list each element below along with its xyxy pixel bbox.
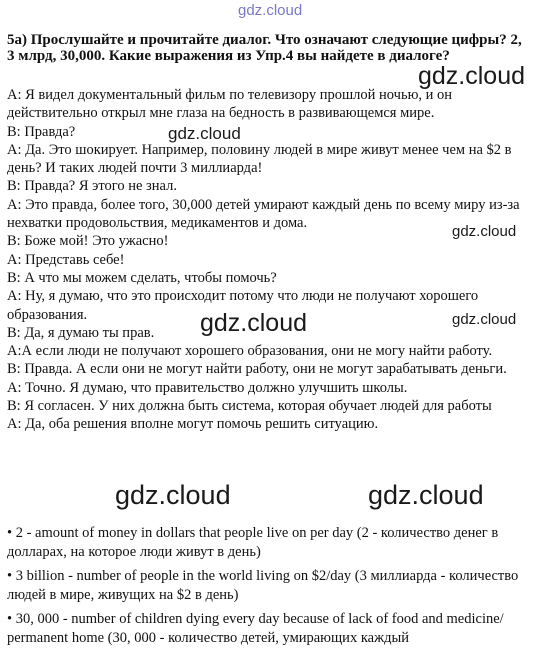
dialogue-line: A: Да, оба решения вполне могут помочь решить ситуацию.	[7, 416, 379, 433]
dialogue-line: A: Я видел документальный фильм по телевизору прошлой ночью, и он действительно открыл мне глаза на бедность в развивающемся мире.	[7, 87, 453, 122]
dialogue-line: B: Правда?	[7, 123, 76, 140]
dialogue-line: B: А что мы можем сделать, чтобы помочь?	[7, 269, 277, 286]
dialogue-line: A: Ну, я думаю, что это происходит потому что люди не получают хорошего образования.	[7, 288, 479, 323]
watermark: gdz.cloud	[238, 2, 303, 19]
watermark: gdz.cloud	[452, 223, 517, 240]
dialogue-line: B: Правда. А если они не могут найти работу, они не могут зарабатывать деньги.	[7, 361, 507, 378]
watermark: gdz.cloud	[200, 309, 308, 337]
dialogue-line: B: Я согласен. У них должна быть система, которая обучает людей для работы	[7, 398, 492, 415]
answer-list	[7, 524, 535, 653]
watermark: gdz.cloud	[452, 311, 517, 328]
dialogue-line: A: Точно. Я думаю, что правительство должно улучшить школы.	[7, 379, 408, 396]
dialogue-line: B: Да, я думаю ты прав.	[7, 324, 155, 341]
watermark: gdz.cloud	[115, 480, 231, 510]
watermark: gdz.cloud	[368, 480, 484, 510]
dialogue-line: B: Правда? Я этого не знал.	[7, 178, 177, 195]
answer-item: • 30, 000 - number of children dying every day because of lack of food and medicine/ permanent home (30, 000 - количество детей, умирающих каждый	[7, 611, 504, 646]
dialogue-line: A: Да. Это шокирует. Например, половину людей в мире живут менее чем на $2 в день? И таких людей почти 3 миллиарда!	[7, 141, 512, 177]
dialogue-line: A: Это правда, более того, 30,000 детей умирают каждый день по всему миру из-за нехватки продовольствия, медикаментов и дома.	[7, 196, 520, 232]
dialogue	[7, 86, 535, 434]
watermark: gdz.cloud	[168, 124, 241, 143]
answer-item: • 2 - amount of money in dollars that people live on per day (2 - количество денег в долларах, на которое люди живут в день)	[7, 525, 499, 560]
dialogue-line: A:А если люди не получают хорошего образования, они не могу найти работу.	[7, 343, 493, 360]
dialogue-line: B: Боже мой! Это ужасно!	[7, 233, 169, 250]
watermark: gdz.cloud	[418, 62, 526, 90]
exercise-heading: 5а) Прослушайте и прочитайте диалог. Что означают следующие цифры? 2, 3 млрд, 30,000. Какие выражения из Упр.4 вы найдете в диалоге?	[7, 32, 522, 64]
answer-item: • 3 billion - number of people in the world living on $2/day (3 миллиарда - количество людей в мире, живущих на $2 в день)	[7, 568, 519, 603]
dialogue-line: A: Представь себе!	[7, 251, 125, 268]
